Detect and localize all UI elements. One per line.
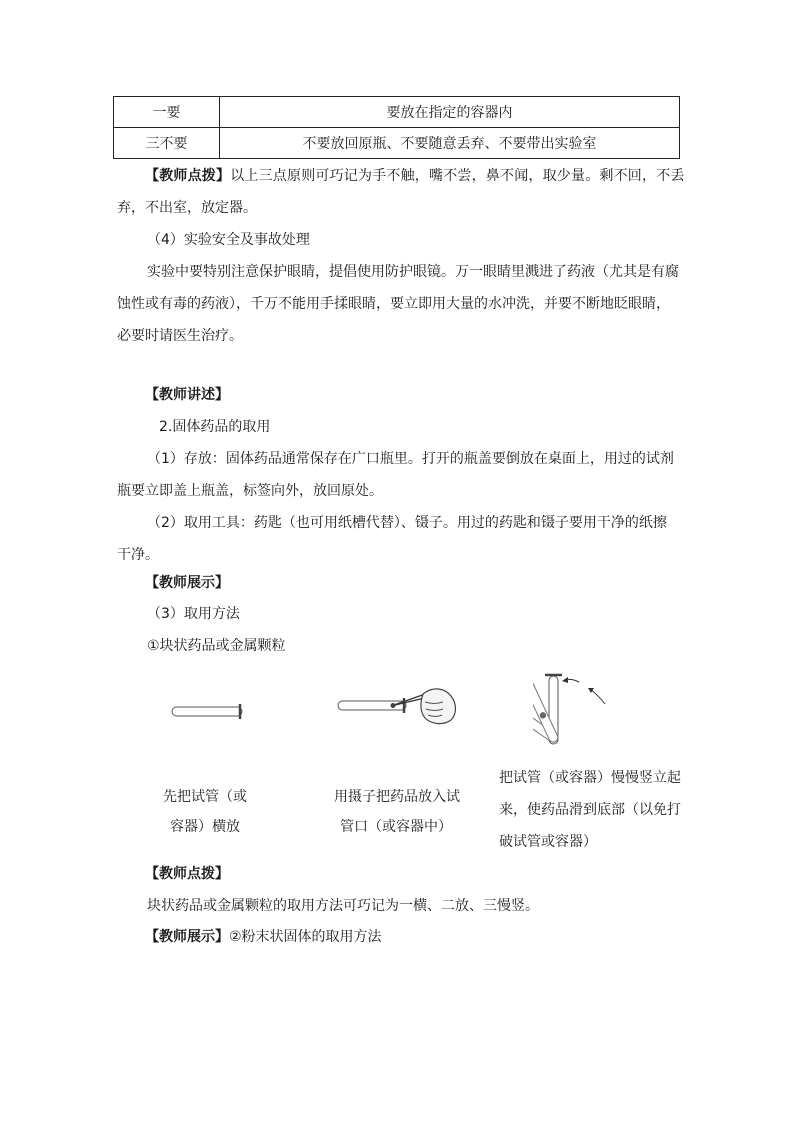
tweezers-insert-figure xyxy=(333,682,463,737)
show2-text: ②粉末状固体的取用方法 xyxy=(229,929,382,945)
table-cell-content: 要放在指定的容器内 xyxy=(220,97,680,128)
figure3-caption-line2: 来，使药品滑到底部（以免打 xyxy=(499,802,681,818)
section4-heading: （4）实验安全及事故处理 xyxy=(147,232,310,248)
table-cell-label: 三不要 xyxy=(114,128,220,159)
lecture-para1-line1: （1）存放：固体药品通常保存在广口瓶里。打开的瓶盖要倒放在桌面上，用过的试剂 xyxy=(147,451,674,467)
lecture-tag: 【教师讲述】 xyxy=(145,387,229,403)
table-row xyxy=(114,97,680,128)
tip1-tag: 【教师点拨】 xyxy=(145,168,231,184)
figure3-caption-line3: 破试管或容器） xyxy=(499,834,597,850)
table-cell-content: 不要放回原瓶、不要随意丢弃、不要带出实验室 xyxy=(220,128,680,159)
tip1-text-1: 以上三点原则可巧记为手不触，嘴不尝，鼻不闻，取少量。剩不回，不丢 xyxy=(230,168,685,184)
figure1-caption-line1: 先把试管（或 xyxy=(163,789,247,805)
lecture-para1-line2: 瓶要立即盖上瓶盖，标签向外，放回原处。 xyxy=(117,483,383,499)
show2-tag: 【教师展示】 xyxy=(145,929,229,945)
figure3-caption-line1: 把试管（或容器）慢慢竖立起 xyxy=(499,770,681,786)
tip1-line1 xyxy=(145,166,685,186)
show1-tag: 【教师展示】 xyxy=(145,575,229,591)
figure1-caption-line2: 容器）横放 xyxy=(170,819,240,835)
lecture-para2-line1: （2）取用工具：药匙（也可用纸槽代替）、镊子。用过的药匙和镊子要用干净的纸擦 xyxy=(147,515,667,531)
lecture-para2-line2: 干净。 xyxy=(117,547,159,563)
tip2-text: 块状药品或金属颗粒的取用方法可巧记为一横、二放、三慢竖。 xyxy=(147,898,539,914)
section4-para-line2: 蚀性或有毒的药液），千万不能用手揉眼睛，要立即用大量的水冲洗，并要不断地眨眼睛， xyxy=(117,296,670,312)
figure2-caption-line1: 用摄子把药品放入试 xyxy=(334,789,460,805)
table-cell-label: 一要 xyxy=(114,97,220,128)
section4-para-line3: 必要时请医生治疗。 xyxy=(117,328,243,344)
raise-tube-figure xyxy=(533,668,625,750)
show1-heading: （3）取用方法 xyxy=(147,606,240,622)
horizontal-test-tube-figure xyxy=(165,698,250,724)
rules-table xyxy=(113,96,680,159)
show1-subheading: ①块状药品或金属颗粒 xyxy=(147,638,286,654)
show2-line xyxy=(145,927,382,947)
section4-para-line1: 实验中要特别注意保护眼睛，提倡使用防护眼镜。万一眼睛里溅进了药液（尤其是有腐 xyxy=(147,264,679,280)
tip2-tag: 【教师点拨】 xyxy=(145,866,229,882)
tip1-text-2: 弃，不出室，放定器。 xyxy=(117,200,257,216)
table-row xyxy=(114,128,680,159)
figure2-caption-line2: 管口（或容器中） xyxy=(340,819,452,835)
lecture-heading: 2.固体药品的取用 xyxy=(159,419,271,435)
